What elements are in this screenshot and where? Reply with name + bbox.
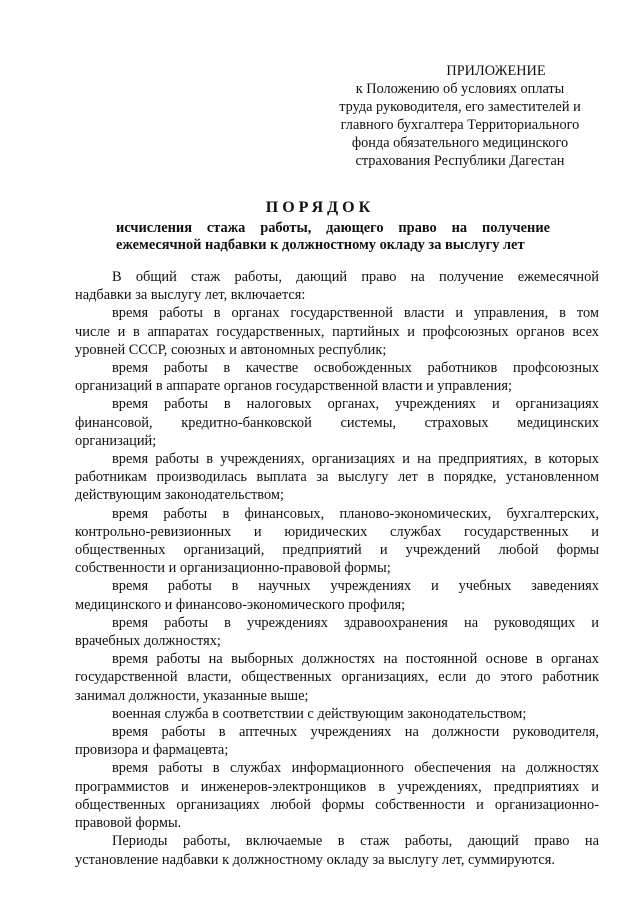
body-line: занимал должности, указанные выше; [75,687,309,704]
body-line: организаций; [75,432,157,449]
appendix-heading: ПРИЛОЖЕНИЕ [446,63,546,79]
body-line: Периоды работы, включаемые в стаж работы, дающий право на [112,833,599,850]
body-line: действующим законодательством; [75,487,284,504]
body-line: время работы в финансовых, планово-экономических, бухгалтерских, [112,505,599,522]
body-line: финансовой, кредитно-банковской системы, страховых медицинских [75,414,599,431]
body-line: время работы в учреждениях здравоохранения на руководящих и [112,614,599,631]
body-line: правовой формы. [75,815,182,832]
body-line: время работы на выборных должностях на постоянной основе в органах [112,651,599,668]
body-line: время работы в аптечных учреждениях на должности руководителя, [112,724,599,741]
document-body [75,268,599,869]
body-line: время работы в учреждениях, организациях и на предприятиях, в которых [112,451,599,468]
body-line: военная служба в соответствии с действующим законодательством; [112,705,527,722]
body-line: провизора и фармацевта; [75,742,229,759]
body-line: время работы в органах государственной власти и управления, в том [112,305,599,322]
body-line: общественных организациях любой формы собственности и организационно- [75,796,599,813]
body-line: медицинского и финансово-экономического профиля; [75,596,406,613]
body-line: уровней СССР, союзных и автономных республик; [75,341,387,358]
body-line: программистов и инженеров-электронщиков в учреждениях, предприятиях и [75,778,599,795]
body-line: надбавки за выслугу лет, включается: [75,287,306,304]
appendix-line: главного бухгалтера Территориального [340,117,580,133]
subtitle-line: исчисления стажа работы, дающего право на получение [116,220,550,236]
body-line: время работы в научных учреждениях и учебных заведениях [112,578,599,595]
appendix-line: к Положению об условиях оплаты [355,81,565,97]
body-line: государственной власти, общественных организациях, если до этого работник [75,669,599,686]
appendix-line: фонда обязательного медицинского [351,135,569,151]
body-line: общественных организаций, предприятий и учреждений любой формы [75,542,599,559]
document-subtitle [116,220,550,254]
body-line: организаций в аппарате органов государственной власти и управления; [75,378,512,395]
body-line: числе и в аппаратах государственных, партийных и профсоюзных органов всех [75,323,599,340]
document-title: ПОРЯДОК [265,199,375,216]
appendix-line: страхования Республики Дагестан [355,153,565,169]
body-line: время работы в налоговых органах, учреждениях и организациях [112,396,599,413]
appendix-block [300,62,620,170]
subtitle-line: ежемесячной надбавки к должностному окладу за выслугу лет [116,237,525,253]
body-line: работникам производилась выплата за выслугу лет в порядке, установленном [75,469,599,486]
body-line: контрольно-ревизионных и юридических службах государственных и [75,523,599,540]
body-line: время работы в службах информационного обеспечения на должностях [112,760,599,777]
body-line: врачебных должностях; [75,633,221,650]
body-line: собственности и организационно-правовой формы; [75,560,391,577]
body-line: В общий стаж работы, дающий право на получение ежемесячной [112,269,599,285]
body-line: время работы в качестве освобожденных работников профсоюзных [112,360,599,377]
body-line: установление надбавки к должностному окладу за выслугу лет, суммируются. [75,851,555,868]
appendix-line: труда руководителя, его заместителей и [339,99,581,115]
